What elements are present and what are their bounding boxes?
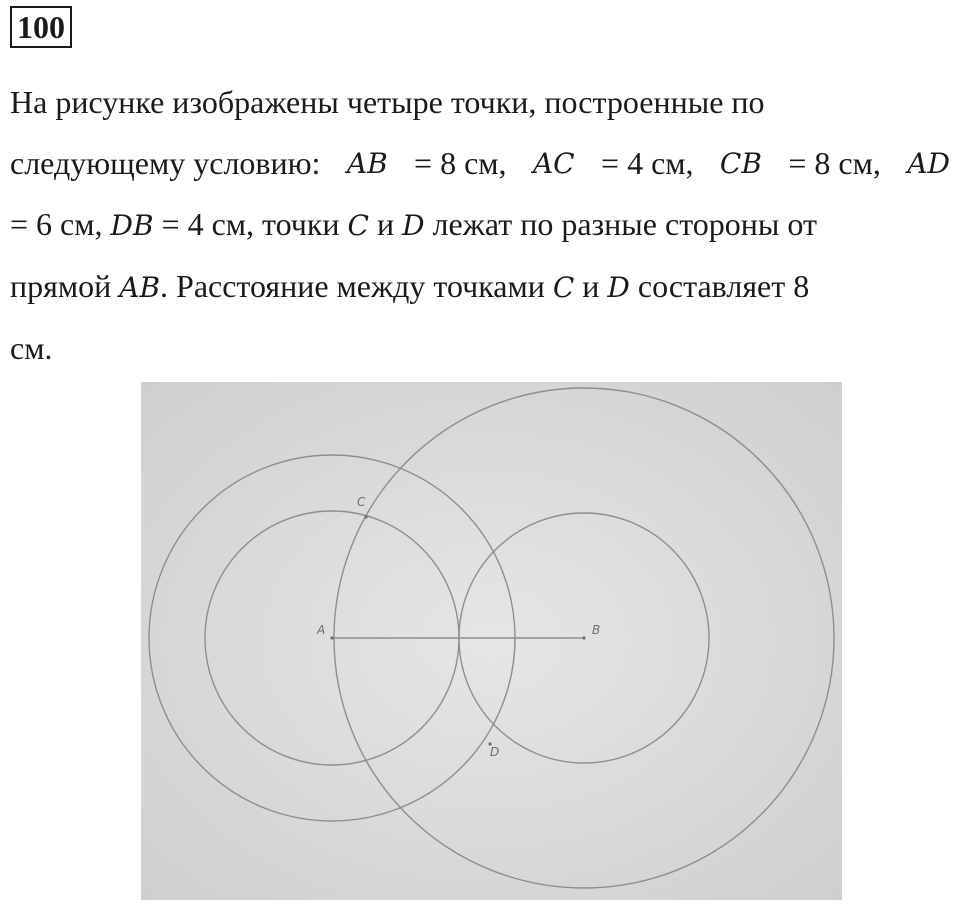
- text-segment: лежат по разные стороны от: [424, 206, 817, 242]
- problem-statement: [10, 72, 950, 379]
- math-segment: C: [347, 209, 369, 242]
- text-segment: и: [368, 206, 403, 242]
- paper-background: [141, 382, 842, 900]
- text-segment: следующему условию:: [10, 145, 321, 181]
- text-segment: = 6 см,: [10, 206, 111, 242]
- problem-line-4: [10, 256, 950, 318]
- label-a: A: [317, 623, 326, 637]
- math-segment: D: [607, 271, 630, 304]
- math-segment: AD: [907, 147, 950, 180]
- text-segment: На рисунке изображены четыре точки, построенные по: [10, 84, 765, 120]
- text-segment: и: [574, 268, 608, 304]
- text-segment: см.: [10, 330, 53, 366]
- point-a: [330, 636, 333, 639]
- construction-drawing: [141, 382, 842, 900]
- text-segment: составляет 8: [629, 268, 810, 304]
- label-d: D: [490, 745, 500, 759]
- text-segment: . Расстояние между точками: [160, 268, 553, 304]
- point-b: [582, 636, 585, 639]
- math-segment: CB: [719, 147, 762, 180]
- point-c: [364, 515, 367, 518]
- math-segment: C: [552, 271, 575, 304]
- math-segment: AB: [119, 271, 161, 304]
- problem-number: 100: [10, 6, 72, 48]
- label-b: B: [592, 623, 601, 637]
- math-segment: D: [402, 209, 425, 242]
- math-segment: AC: [532, 147, 575, 180]
- text-segment: = 4 см,: [601, 145, 694, 181]
- label-c: C: [357, 495, 366, 509]
- text-segment: = 4 см, точки: [153, 206, 348, 242]
- text-segment: прямой: [10, 268, 120, 304]
- math-segment: DB: [110, 209, 154, 242]
- text-segment: = 8 см,: [788, 145, 881, 181]
- math-segment: AB: [346, 147, 388, 180]
- construction-photo: [141, 382, 842, 900]
- problem-line-3: [10, 194, 950, 256]
- text-segment: = 8 см,: [414, 145, 507, 181]
- problem-line-5: [10, 318, 950, 379]
- problem-line-1: [10, 72, 950, 133]
- problem-line-2: [10, 133, 950, 194]
